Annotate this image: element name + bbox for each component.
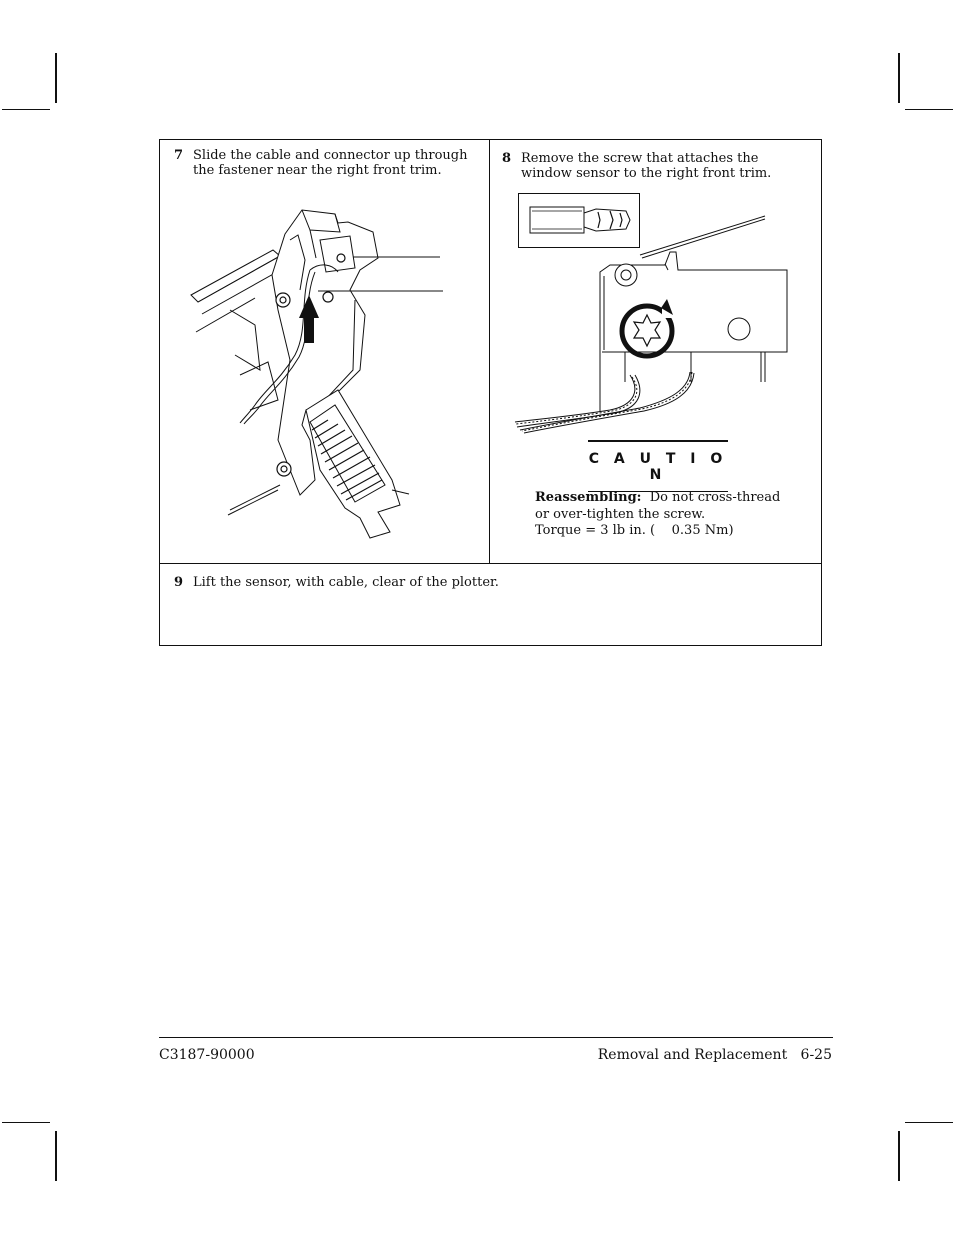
caution-text bbox=[535, 490, 795, 540]
step-instruction-line: Slide the cable and connector up through bbox=[193, 148, 468, 163]
step-instruction-line: the fastener near the right front trim. bbox=[193, 163, 442, 178]
footer-section-page: Removal and Replacement 6-25 bbox=[597, 1047, 832, 1063]
caution-box bbox=[588, 440, 728, 492]
step-number: 8 bbox=[502, 151, 512, 166]
window-sensor-illustration bbox=[490, 200, 821, 460]
crop-mark-bottom-left-horizontal bbox=[2, 1122, 50, 1123]
crop-mark-top-left-horizontal bbox=[2, 109, 50, 110]
step-number: 9 bbox=[174, 575, 184, 590]
caution-torque: Torque = 3 lb in. ( 0.35 Nm) bbox=[535, 523, 734, 538]
crop-mark-bottom-right-vertical bbox=[898, 1131, 900, 1181]
step-9-cell bbox=[160, 563, 821, 646]
caution-line bbox=[535, 490, 795, 507]
caution-line2: or over-tighten the screw. bbox=[535, 506, 706, 522]
caution-lead: Reassembling: bbox=[535, 490, 642, 505]
step-instruction-line: Remove the screw that attaches the bbox=[521, 151, 759, 166]
step-7-illustration bbox=[160, 140, 489, 563]
step-8-cell bbox=[490, 140, 821, 563]
step-instruction-line: window sensor to the right front trim. bbox=[521, 166, 772, 181]
step-7-cell bbox=[160, 140, 490, 563]
footer-doc-number: C3187-90000 bbox=[159, 1047, 255, 1063]
crop-mark-bottom-left-vertical bbox=[55, 1131, 57, 1181]
step-instruction bbox=[521, 151, 771, 181]
crop-mark-top-right-horizontal bbox=[905, 109, 953, 110]
footer-rule bbox=[159, 1037, 833, 1038]
crop-mark-top-left-vertical bbox=[55, 53, 57, 103]
caution-line1: Do not cross-thread bbox=[649, 490, 781, 505]
crop-mark-top-right-vertical bbox=[898, 53, 900, 103]
step-number: 7 bbox=[174, 148, 184, 163]
procedure-steps-table bbox=[159, 139, 822, 646]
crop-mark-bottom-right-horizontal bbox=[905, 1122, 953, 1123]
caution-title: C A U T I O N bbox=[588, 450, 728, 483]
step-instruction: Lift the sensor, with cable, clear of the plotter. bbox=[193, 575, 499, 590]
